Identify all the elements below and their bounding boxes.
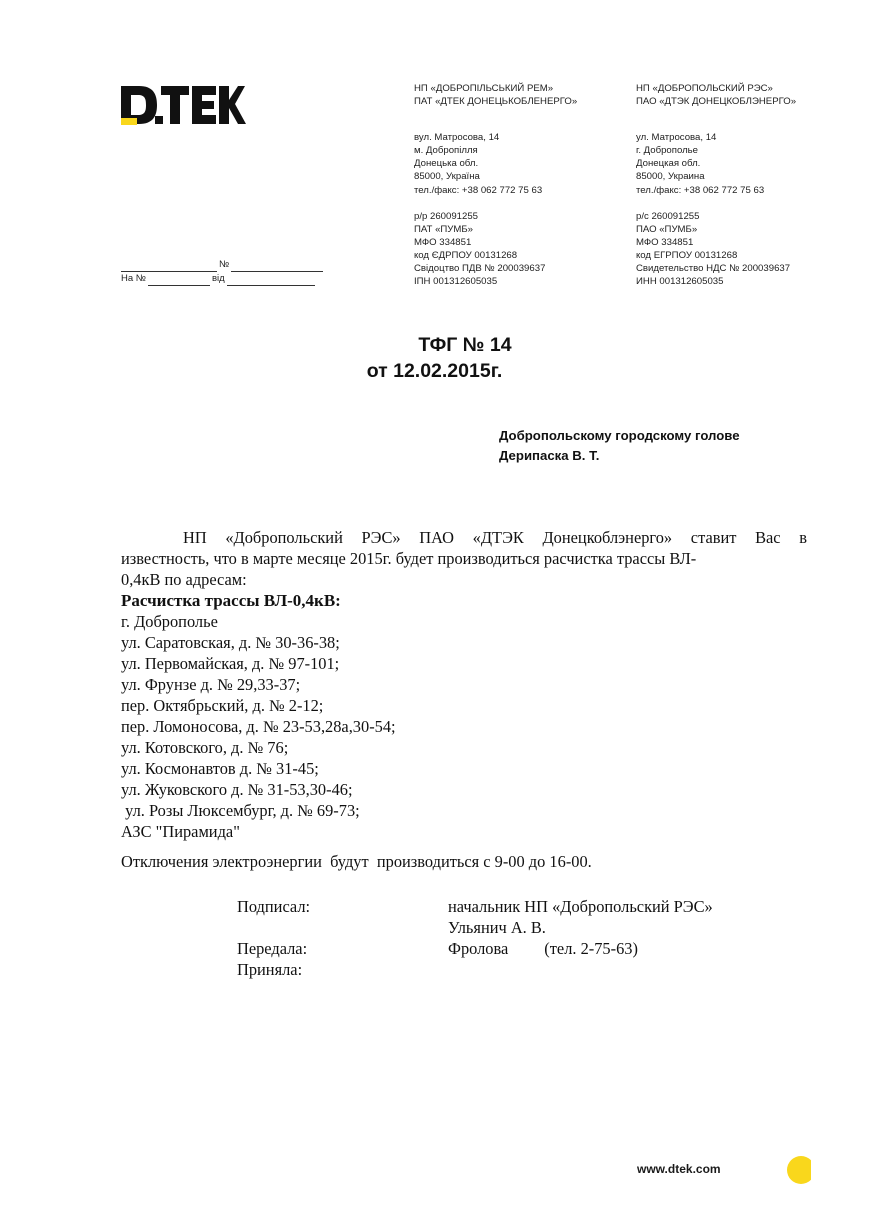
- bank-line: ІПН 001312605035: [414, 276, 498, 288]
- list-item: ул. Фрунзе д. № 29,33-37;: [121, 675, 301, 694]
- list-item: ул. Розы Люксембург, д. № 69-73;: [121, 801, 360, 820]
- list-item: ул. Жуковского д. № 31-53,30-46;: [121, 780, 353, 799]
- blank-line: [121, 261, 217, 272]
- intro-line: известность, что в марте месяце 2015г. будет производиться расчистка трассы ВЛ-: [121, 549, 697, 568]
- registration-block: [121, 258, 331, 286]
- address-line: 85000, Украина: [636, 171, 705, 183]
- bank-line: МФО 334851: [414, 236, 472, 248]
- addressee-name: Дерипаска В. Т.: [499, 448, 600, 463]
- bank-line: ПАТ «ПУМБ»: [414, 223, 474, 235]
- document-date: от 12.02.2015г.: [366, 360, 503, 382]
- org-details-ru: [636, 82, 796, 288]
- sent-label: Передала:: [237, 939, 308, 958]
- blank-line: [227, 275, 315, 286]
- org-parent-ua: ПАТ «ДТЕК ДОНЕЦЬКОБЛЕНЕРГО»: [414, 96, 578, 108]
- addressee-position: Добропольскому городскому голове: [499, 428, 740, 443]
- signature-block: [237, 896, 713, 980]
- signed-name: Ульянич А. В.: [448, 918, 546, 937]
- addressee: [499, 426, 740, 466]
- registration-reference-line: [121, 272, 331, 286]
- bank-line: ИНН 001312605035: [636, 276, 724, 288]
- section-heading: Расчистка трассы ВЛ-0,4кВ:: [121, 591, 341, 610]
- bank-line: ПАО «ПУМБ»: [636, 223, 698, 235]
- sent-row: [237, 938, 713, 959]
- from-label: від: [211, 273, 225, 284]
- outage-notice: Отключения электроэнергии будут производиться с 9-00 до 16-00.: [121, 852, 592, 871]
- sent-name: Фролова: [448, 939, 509, 958]
- address-line: Донецкая обл.: [636, 158, 701, 170]
- address-line: 85000, Україна: [414, 171, 480, 183]
- org-parent-ru: ПАО «ДТЭК ДОНЕЦКОБЛЭНЕРГО»: [636, 96, 797, 108]
- list-item: г. Доброполье: [121, 612, 218, 631]
- signed-row: [237, 896, 713, 917]
- brand-dot-icon: [787, 1156, 811, 1184]
- address-line: Донецька обл.: [414, 158, 479, 170]
- signed-position: начальник НП «Добропольский РЭС»: [448, 897, 713, 916]
- received-label: Приняла:: [237, 960, 303, 979]
- address-line: м. Добропілля: [414, 145, 478, 157]
- bank-line: код ЄДРПОУ 00131268: [414, 249, 518, 261]
- bank-line: Свідоцтво ПДВ № 200039637: [414, 263, 546, 275]
- address-list: [121, 611, 807, 842]
- list-item: ул. Котовского, д. № 76;: [121, 738, 289, 757]
- number-label: №: [219, 259, 230, 270]
- letter-body: [121, 527, 807, 842]
- registration-number-line: [121, 258, 331, 272]
- org-name-ua: НП «ДОБРОПІЛЬСЬКИЙ РЕМ»: [414, 83, 554, 94]
- phone-line: тел./факс: +38 062 772 75 63: [414, 184, 543, 196]
- phone-line: тел./факс: +38 062 772 75 63: [636, 184, 765, 196]
- bank-line: р/р 260091255: [414, 210, 479, 222]
- list-item: ул. Саратовская, д. № 30-36-38;: [121, 633, 340, 652]
- blank-line: [231, 261, 323, 272]
- list-item: ул. Первомайская, д. № 97-101;: [121, 654, 340, 673]
- bank-line: код ЕГРПОУ 00131268: [636, 249, 738, 261]
- footer-website: www.dtek.com: [637, 1162, 721, 1176]
- list-item: ул. Космонавтов д. № 31-45;: [121, 759, 319, 778]
- list-item: АЗС "Пирамида": [121, 822, 240, 841]
- intro-line: 0,4кВ по адресам:: [121, 570, 247, 589]
- signed-name-row: [237, 917, 713, 938]
- list-item: пер. Октябрьский, д. № 2-12;: [121, 696, 324, 715]
- blank-line: [148, 275, 210, 286]
- received-row: [237, 959, 713, 980]
- address-line: ул. Матросова, 14: [636, 132, 717, 144]
- list-item: пер. Ломоносова, д. № 23-53,28а,30-54;: [121, 717, 396, 736]
- document-title: ТФГ № 14: [418, 334, 512, 356]
- on-number-label: На №: [121, 273, 146, 284]
- sent-phone: (тел. 2-75-63): [544, 939, 638, 958]
- bank-line: МФО 334851: [636, 236, 694, 248]
- intro-paragraph: [121, 527, 807, 590]
- bank-line: р/с 260091255: [636, 210, 700, 222]
- org-details-ua: [414, 82, 577, 288]
- org-name-ru: НП «ДОБРОПОЛЬСКИЙ РЭС»: [636, 83, 773, 94]
- dtek-logo: [117, 78, 247, 136]
- signed-label: Подписал:: [237, 897, 311, 916]
- address-line: г. Доброполье: [636, 145, 699, 157]
- bank-line: Свидетельство НДС № 200039637: [636, 263, 791, 275]
- address-line: вул. Матросова, 14: [414, 132, 500, 144]
- intro-line: НП «Добропольский РЭС» ПАО «ДТЭК Донецкоблэнерго» ставит Вас в: [183, 528, 807, 547]
